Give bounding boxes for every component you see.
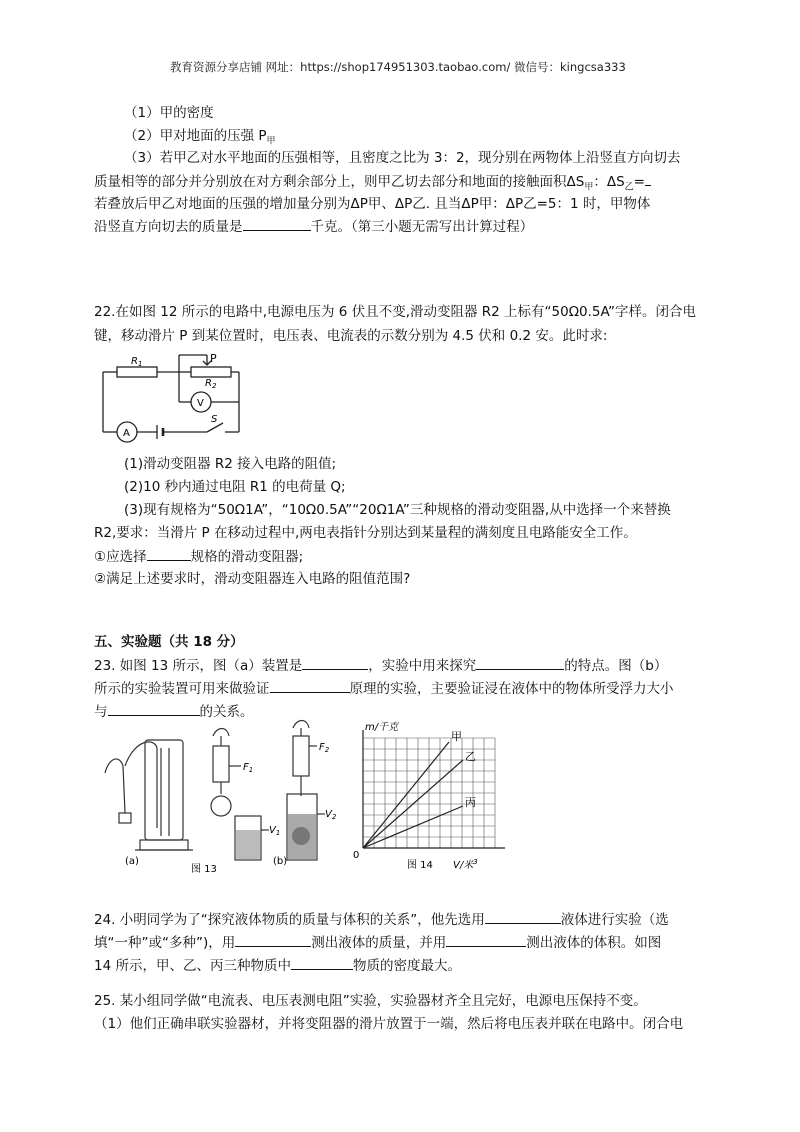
q24-stem: 24. 小明同学为了“探究液体物质的质量与体积的关系”，他先选用 液体进行实验（选 <box>94 912 669 928</box>
f2-label: $F_2$ <box>319 742 330 754</box>
q22-sub3-line2: R2,要求：当滑片 P 在移动过程中,两电表指针分别达到某量程的满刻度且电路能安全工作。 <box>94 525 637 541</box>
fig14-caption: 图 14 <box>407 860 433 870</box>
answer-blank <box>243 217 311 231</box>
q21-part3-line4: 沿竖直方向切去的质量是 千克。（第三小题无需写出计算过程） <box>94 219 534 235</box>
answer-blank <box>446 933 526 947</box>
fig14-xlabel: V/米$^3$ <box>453 858 478 870</box>
q24-stem-line3: 14 所示，甲、乙、丙三种物质中 物质的密度最大。 <box>94 958 461 974</box>
q21-part1: （1）甲的密度 <box>124 105 214 121</box>
f1-label: $F_1$ <box>243 762 254 774</box>
q22-sub3: (3)现有规格为“50Ω1A”，“10Ω0.5A”“20Ω1A”三种规格的滑动变阻器,从中选择一个来替换 <box>124 502 671 518</box>
answer-blank <box>476 656 564 670</box>
voltmeter-label: V <box>197 398 204 409</box>
q22-sub2: (2)10 秒内通过电阻 R1 的电荷量 Q; <box>124 479 346 495</box>
fig14-ylabel: m/千克 <box>365 722 399 733</box>
v1-label: $V_1$ <box>269 825 281 837</box>
q21-part3: （3）若甲乙对水平地面的压强相等，且密度之比为 3：2，现分别在两物体上沿竖直方向切去 <box>124 150 681 166</box>
q23-stem-line2: 所示的实验装置可用来做验证 原理的实验，主要验证浸在液体中的物体所受浮力大小 <box>94 681 674 697</box>
answer-blank <box>108 702 200 716</box>
q21-part3-line2: 质量相等的部分并分别放在对方剩余部分上，则甲乙切去部分和地面的接触面积$\Delta S_甲$：$\Delta S_乙=$ <box>94 172 651 197</box>
slider-p-label: P <box>210 352 217 365</box>
answer-blank <box>485 910 561 924</box>
answer-blank <box>291 956 353 970</box>
answer-blank <box>270 679 350 693</box>
resistor-r2 <box>191 367 231 377</box>
q22-stem: 22.在如图 12 所示的电路中,电源电压为 6 伏且不变,滑动变阻器 R2 上标有“50Ω0.5A”字样。闭合电 <box>94 304 697 320</box>
fig14-bing-label: 丙 <box>465 796 476 809</box>
q22-stem-line2: 键，移动滑片 P 到某位置时，电压表、电流表的示数分别为 4.5 伏和 0.2 安。此时求: <box>94 328 608 344</box>
switch-label: S <box>211 414 218 425</box>
fig13-caption: 图 13 <box>191 864 217 875</box>
q23-stem: 23. 如图 13 所示，图（a）装置是 ，实验中用来探究 的特点。图（b） <box>94 658 668 674</box>
section-title: 五、实验题（共 18 分） <box>94 634 244 650</box>
q21-part2: （2）甲对地面的压强 $P_甲$ <box>124 128 276 147</box>
line-bing <box>363 806 463 848</box>
r2-label: $R_2$ <box>205 378 217 390</box>
r1-label: $R_1$ <box>131 356 143 368</box>
fig14-yi-label: 乙 <box>465 750 476 763</box>
q24-stem-line2: 填“一种”或“多种”)，用 测出液体的质量，并用 测出液体的体积。如图 <box>94 935 662 951</box>
q23-stem-line3: 与 的关系。 <box>94 704 254 720</box>
fig14-jia-label: 甲 <box>451 730 462 743</box>
circuit-diagram-fig12 <box>95 350 255 450</box>
answer-blank <box>302 656 368 670</box>
page-header: 教育资源分享店铺 网址：https://shop174951303.taobao.com/ 微信号：kingcsa333 <box>170 60 626 74</box>
q21-part3-line3: 若叠放后甲乙对地面的压强的增加量分别为ΔP甲、ΔP乙. 且当ΔP甲：ΔP乙=5：1 时，甲物体 <box>94 196 651 212</box>
q25-part1: （1）他们正确串联实验器材，并将变阻器的滑片放置于一端，然后将电压表并联在电路中。闭合电 <box>94 1016 684 1032</box>
ammeter-label: A <box>123 428 130 439</box>
label-a: (a) <box>125 856 139 867</box>
figure-14-chart <box>345 720 515 870</box>
q22-sub1: (1)滑动变阻器 R2 接入电路的阻值; <box>124 456 337 472</box>
q22-sub3-range: ②满足上述要求时，滑动变阻器连入电路的阻值范围? <box>94 571 411 587</box>
line-jia <box>363 742 449 848</box>
figure-13 <box>95 718 355 878</box>
v2-label: $V_2$ <box>325 809 337 821</box>
fig14-origin: 0 <box>353 850 360 861</box>
answer-blank <box>235 933 311 947</box>
q25-stem: 25. 某小组同学做“电流表、电压表测电阻”实验，实验器材齐全且完好，电源电压保持不变。 <box>94 993 647 1009</box>
label-b: (b) <box>273 856 288 867</box>
q22-sub3-choice: ①应选择 规格的滑动变阻器; <box>94 549 304 565</box>
answer-blank <box>147 547 191 561</box>
resistor-r1 <box>117 367 157 377</box>
